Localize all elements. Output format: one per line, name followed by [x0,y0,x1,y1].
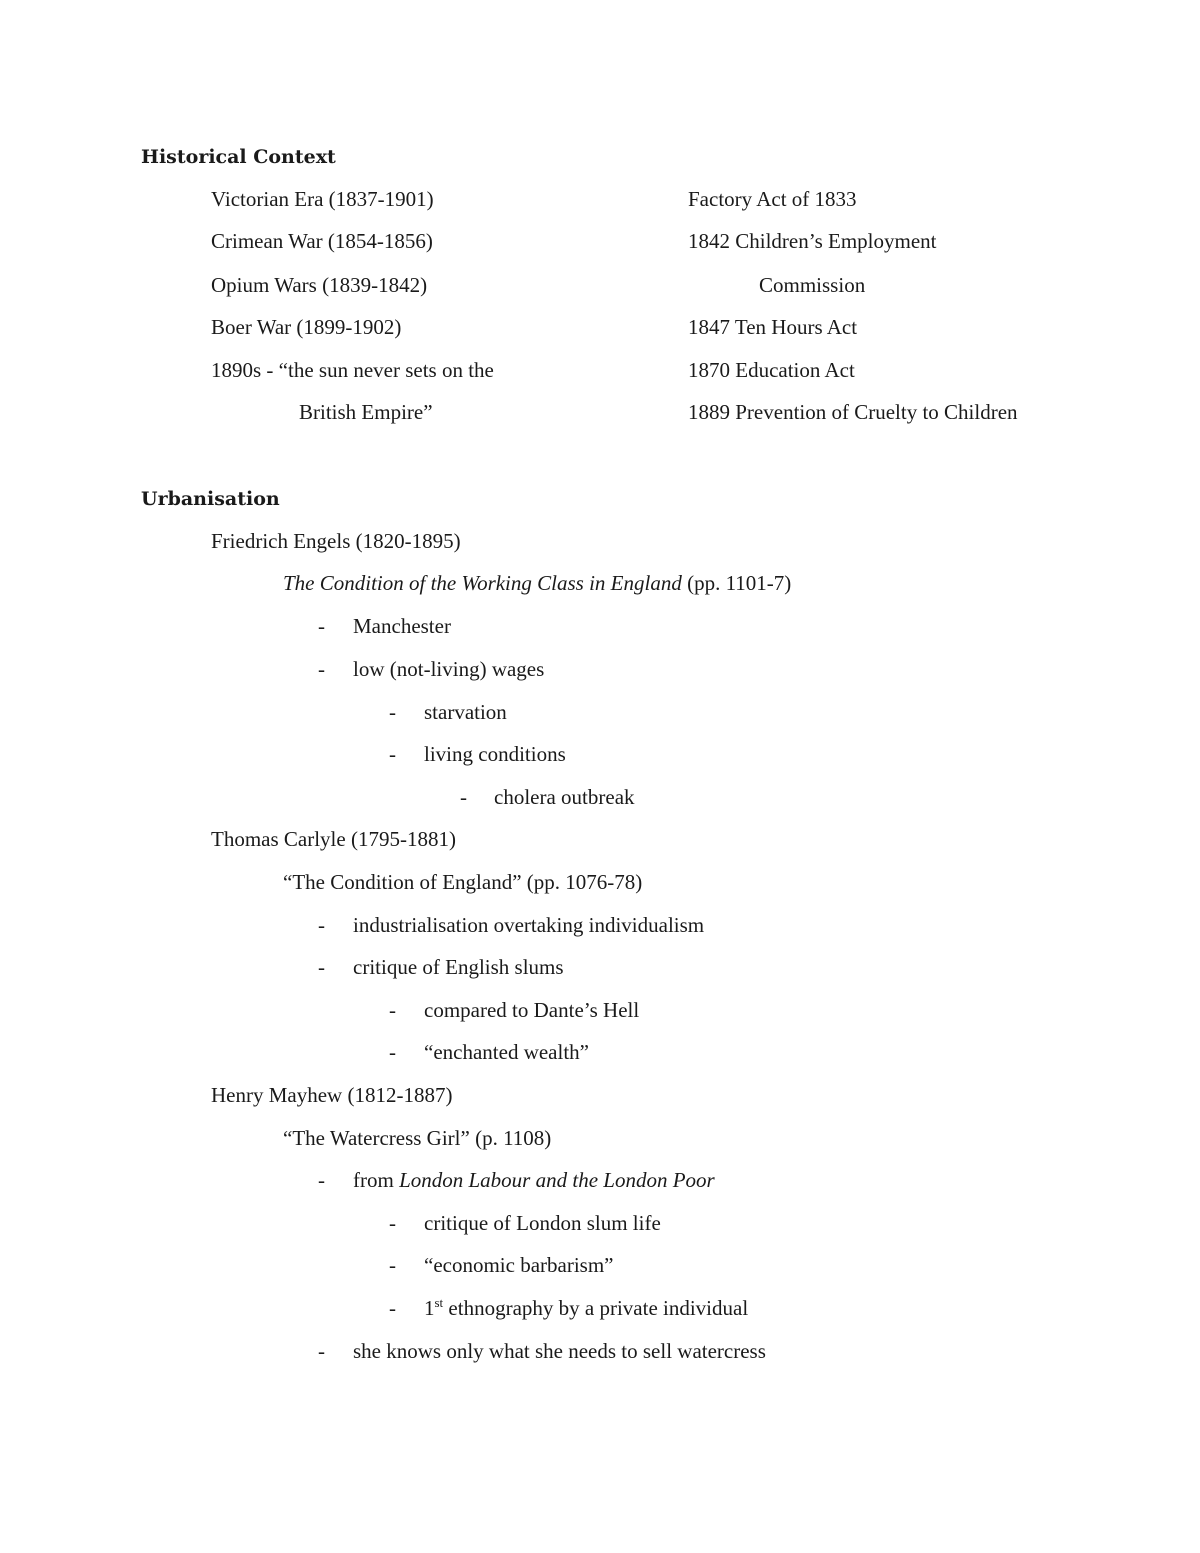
work-carlyle: “The Condition of England” (pp. 1076-78) [283,870,643,894]
bullet-dash: - [389,1040,396,1064]
london-labour-title: London Labour and the London Poor [399,1168,715,1192]
author-carlyle: Thomas Carlyle (1795-1881) [211,827,456,851]
right-item-education-act: 1870 Education Act [688,358,855,382]
right-item-children-employment: 1842 Children’s Employment [688,229,937,253]
bullet-starvation: starvation [424,700,507,724]
work-engels-pages: (pp. 1101-7) [681,571,792,595]
bullet-dash: - [389,700,396,724]
bullet-dash: - [318,657,325,681]
bullet-dash: - [318,1339,325,1363]
right-item-ten-hours-act: 1847 Ten Hours Act [688,315,858,339]
author-engels: Friedrich Engels (1820-1895) [211,529,461,553]
left-item-crimean-war: Crimean War (1854-1856) [211,229,433,253]
left-item-1890s-continued: British Empire” [299,400,433,424]
bullet-dash: - [460,785,467,809]
right-item-factory-act: Factory Act of 1833 [688,187,857,211]
ethnography-number: 1 [424,1296,435,1320]
bullet-cholera-outbreak: cholera outbreak [494,785,635,809]
work-engels-title: The Condition of the Working Class in England [283,571,682,595]
right-item-commission: Commission [759,273,866,297]
work-engels [283,570,791,596]
left-item-1890s: 1890s - “the sun never sets on the [211,358,494,382]
bullet-dash: - [318,955,325,979]
bullet-first-ethnography [424,1295,748,1321]
bullet-dash: - [389,742,396,766]
bullet-dash: - [389,998,396,1022]
bullet-low-wages: low (not-living) wages [353,657,545,681]
bullet-dash: - [318,913,325,937]
bullet-dantes-hell: compared to Dante’s Hell [424,998,640,1022]
bullet-sell-watercress: she knows only what she needs to sell watercress [353,1339,766,1363]
left-item-opium-wars: Opium Wars (1839-1842) [211,273,428,297]
bullet-london-slum-life: critique of London slum life [424,1211,661,1235]
ethnography-ordinal: st [434,1295,444,1310]
right-item-prevention-cruelty: 1889 Prevention of Cruelty to Children [688,400,1018,424]
bullet-critique-english-slums: critique of English slums [353,955,564,979]
heading-urbanisation: Urbanisation [141,488,280,510]
work-mayhew: “The Watercress Girl” (p. 1108) [283,1126,552,1150]
author-mayhew: Henry Mayhew (1812-1887) [211,1083,453,1107]
left-item-victorian-era: Victorian Era (1837-1901) [211,187,434,211]
bullet-dash: - [318,1168,325,1192]
bullet-dash: - [389,1211,396,1235]
bullet-dash: - [389,1296,396,1320]
bullet-dash: - [389,1253,396,1277]
bullet-manchester: Manchester [353,614,451,638]
bullet-living-conditions: living conditions [424,742,566,766]
bullet-dash: - [318,614,325,638]
bullet-industrialisation: industrialisation overtaking individualism [353,913,705,937]
bullet-economic-barbarism: “economic barbarism” [424,1253,614,1277]
bullet-from-prefix: from [353,1168,400,1192]
bullet-from-london-labour [353,1167,715,1193]
heading-historical-context: Historical Context [141,146,336,168]
left-item-boer-war: Boer War (1899-1902) [211,315,402,339]
ethnography-rest: ethnography by a private individual [443,1296,749,1320]
bullet-enchanted-wealth: “enchanted wealth” [424,1040,589,1064]
